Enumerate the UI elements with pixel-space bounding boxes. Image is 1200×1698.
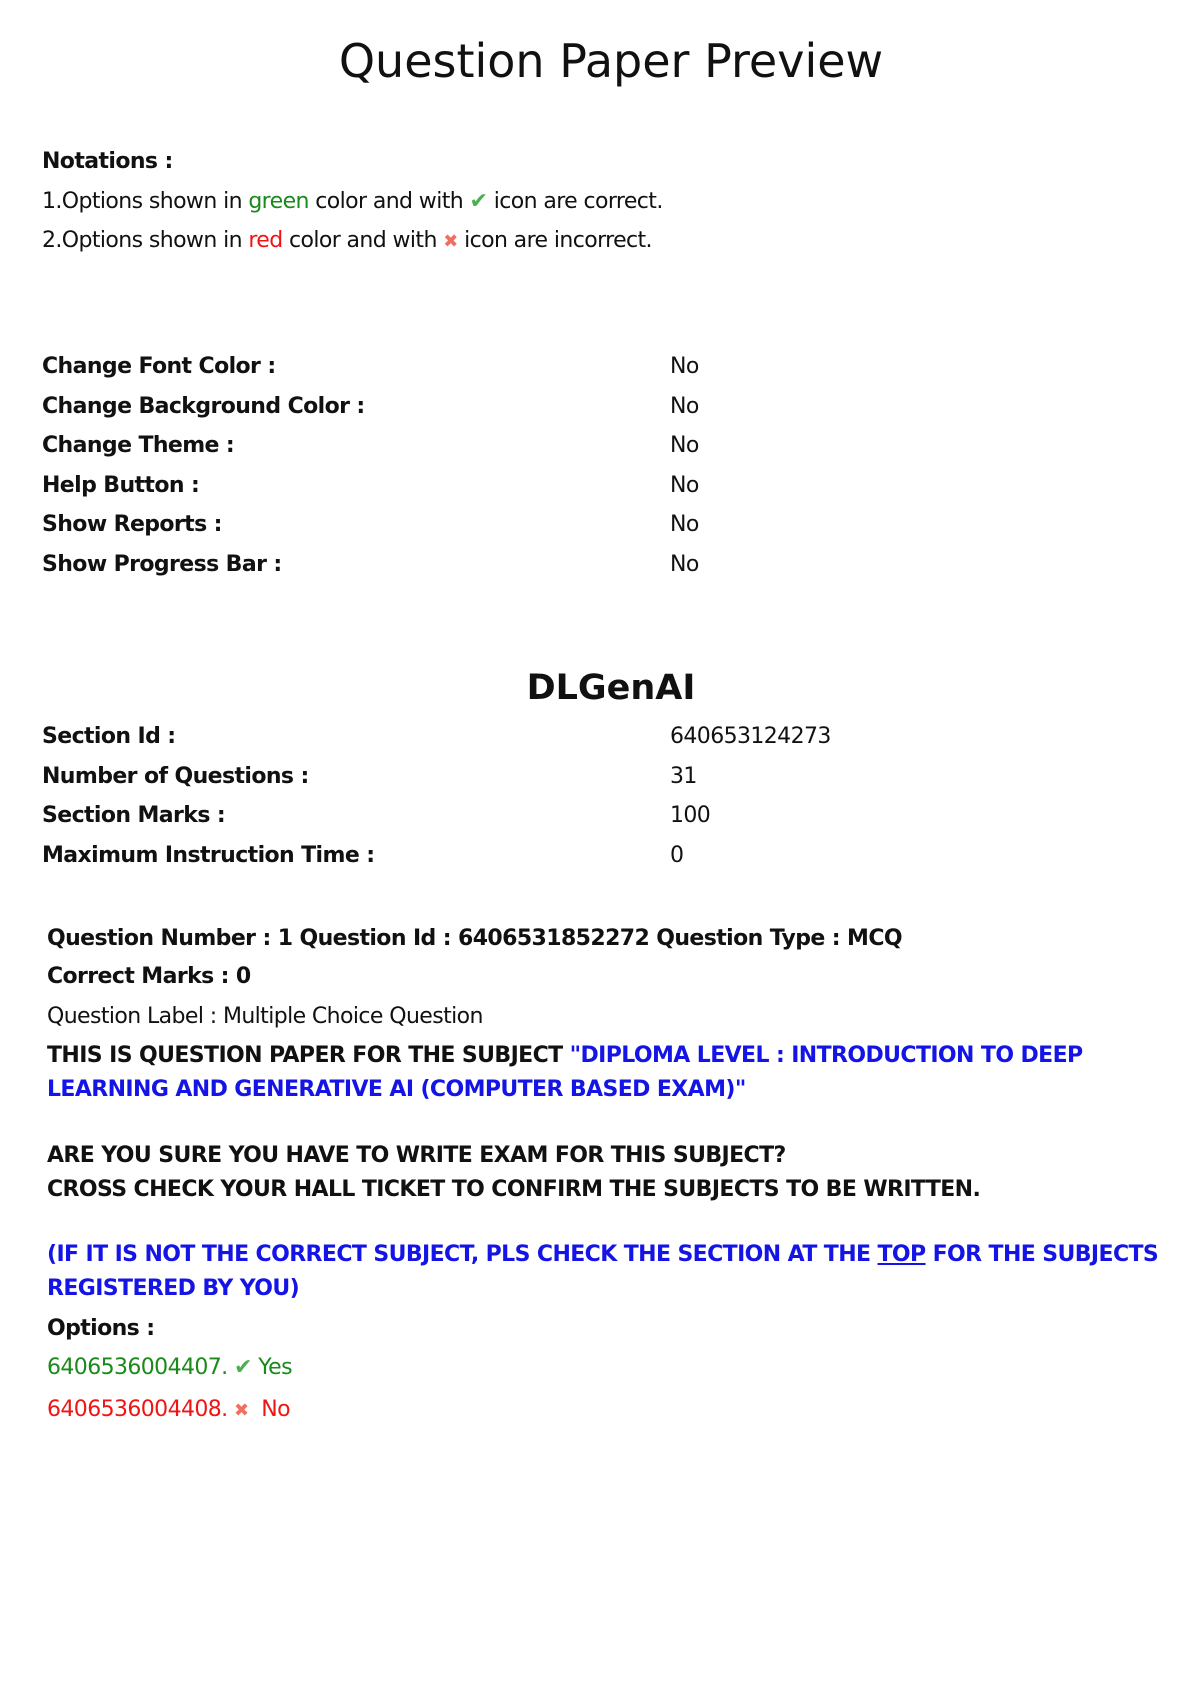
subject-note (47, 1242, 1158, 1267)
option-correct (47, 1355, 292, 1380)
cross-icon: ✖ (233, 1400, 249, 1421)
section-label: Number of Questions : (42, 764, 309, 789)
setting-label: Show Reports : (42, 512, 222, 537)
subject-name: "DIPLOMA LEVEL : INTRODUCTION TO DEEP (569, 1043, 1083, 1068)
top-link[interactable]: TOP (877, 1242, 926, 1267)
option-text: Yes (258, 1355, 292, 1380)
green-word: green (248, 189, 309, 214)
setting-value: No (670, 433, 699, 458)
text: icon are correct. (487, 189, 663, 214)
section-value: 100 (670, 803, 711, 828)
section-title: DLGenAI (526, 668, 696, 708)
setting-label: Change Font Color : (42, 354, 276, 379)
setting-value: No (670, 473, 699, 498)
option-id: 6406536004407. (47, 1355, 228, 1380)
check-icon: ✔ (233, 1355, 252, 1380)
section-value: 31 (670, 764, 697, 789)
section-value: 0 (670, 843, 684, 868)
text: color and with (308, 189, 470, 214)
notation-incorrect (42, 228, 652, 253)
setting-value: No (670, 512, 699, 537)
subject-note-cont: REGISTERED BY YOU) (47, 1276, 300, 1301)
confirm-line-2: CROSS CHECK YOUR HALL TICKET TO CONFIRM THE SUBJECTS TO BE WRITTEN. (47, 1177, 981, 1202)
option-id: 6406536004408. (47, 1397, 228, 1422)
setting-label: Change Theme : (42, 433, 235, 458)
section-value: 640653124273 (670, 724, 831, 749)
text: icon are incorrect. (457, 228, 652, 253)
section-label: Section Id : (42, 724, 176, 749)
cross-icon: ✖ (443, 231, 458, 252)
section-label: Section Marks : (42, 803, 226, 828)
page-title: Question Paper Preview (338, 34, 884, 88)
check-icon: ✔ (469, 189, 488, 214)
option-text: No (261, 1397, 290, 1422)
setting-label: Change Background Color : (42, 394, 365, 419)
text: (IF IT IS NOT THE CORRECT SUBJECT, PLS CHECK THE SECTION AT THE (47, 1242, 878, 1267)
subject-name-cont: LEARNING AND GENERATIVE AI (COMPUTER BASED EXAM)" (47, 1077, 746, 1102)
notation-correct (42, 189, 663, 214)
setting-value: No (670, 394, 699, 419)
text: FOR THE SUBJECTS (925, 1242, 1159, 1267)
setting-label: Help Button : (42, 473, 200, 498)
text: 1.Options shown in (42, 189, 249, 214)
options-heading: Options : (47, 1316, 155, 1341)
subject-line (47, 1043, 1083, 1068)
text: 2.Options shown in (42, 228, 249, 253)
section-label: Maximum Instruction Time : (42, 843, 375, 868)
question-header: Question Number : 1 Question Id : 6406531852272 Question Type : MCQ (47, 926, 902, 951)
option-incorrect (47, 1397, 290, 1422)
confirm-line-1: ARE YOU SURE YOU HAVE TO WRITE EXAM FOR THIS SUBJECT? (47, 1143, 786, 1168)
question-label: Question Label : Multiple Choice Question (47, 1004, 483, 1029)
text: THIS IS QUESTION PAPER FOR THE SUBJECT (47, 1043, 570, 1068)
setting-label: Show Progress Bar : (42, 552, 282, 577)
text: color and with (282, 228, 444, 253)
red-word: red (248, 228, 283, 253)
notations-heading: Notations : (42, 149, 173, 174)
setting-value: No (670, 552, 699, 577)
setting-value: No (670, 354, 699, 379)
correct-marks: Correct Marks : 0 (47, 964, 251, 989)
